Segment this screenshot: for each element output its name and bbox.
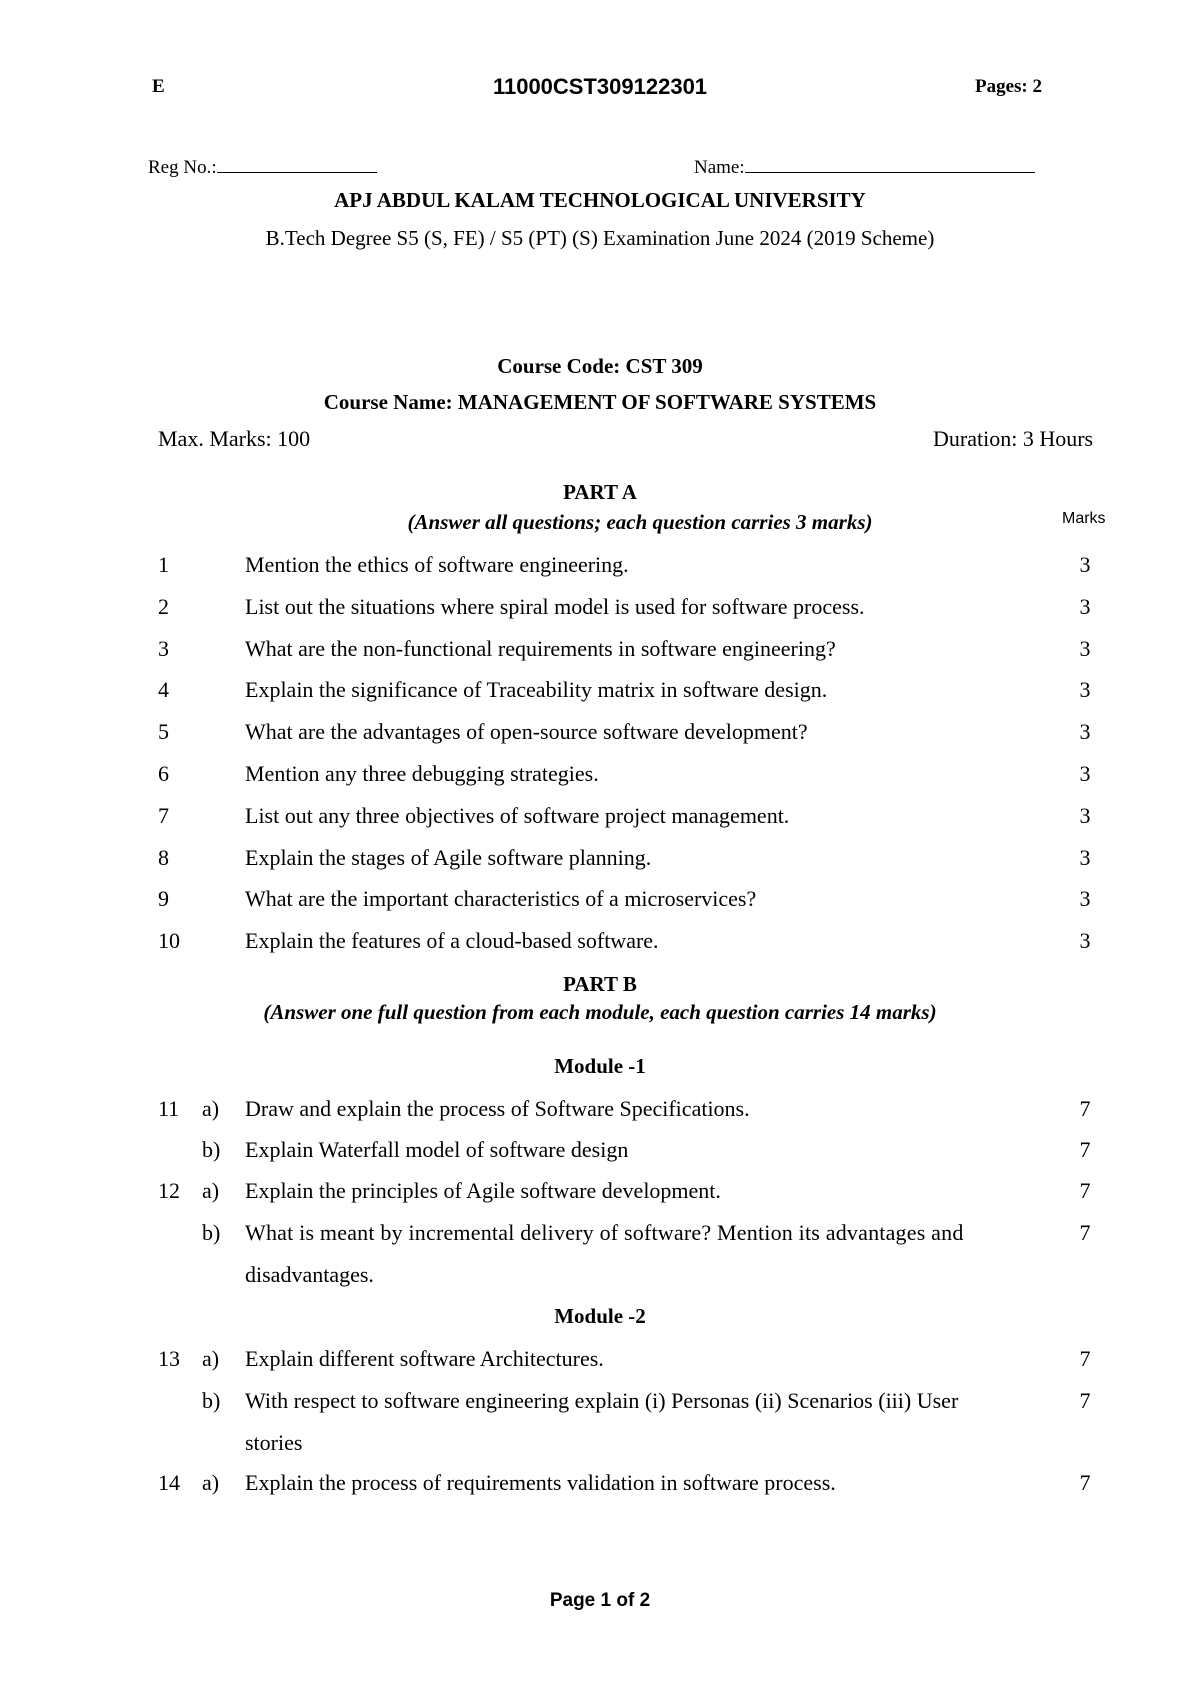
part-b-title: PART B (563, 972, 637, 996)
question-text: List out any three objectives of software project management. (245, 803, 790, 828)
marks-header: Marks (1062, 510, 1106, 527)
page-footer: Page 1 of 2 (549, 1590, 651, 1611)
question-number: 2 (158, 594, 169, 619)
question-text: Explain Waterfall model of software design (245, 1137, 629, 1162)
pages-count: Pages: 2 (975, 76, 1043, 97)
question-number: 5 (158, 719, 169, 744)
question-marks: 7 (1079, 1096, 1091, 1121)
course-name: Course Name: MANAGEMENT OF SOFTWARE SYSTEMS (323, 390, 877, 414)
question-marks: 3 (1079, 928, 1091, 953)
question-marks: 7 (1079, 1470, 1091, 1495)
sub-question-label: a) (202, 1096, 220, 1121)
question-text: What is meant by incremental delivery of software? Mention its advantages and (245, 1220, 964, 1245)
question-number: 3 (158, 636, 169, 661)
question-marks: 7 (1079, 1346, 1091, 1371)
question-number: 8 (158, 845, 169, 870)
reg-no-label: Reg No.: (148, 157, 217, 178)
question-text: What are the important characteristics of a microservices? (245, 886, 757, 911)
part-a-instruction: (Answer all questions; each question carries 3 marks) (407, 510, 873, 534)
sub-question-label: a) (202, 1470, 220, 1495)
question-text: Explain the significance of Traceability matrix in software design. (245, 677, 828, 702)
name-field (694, 154, 1035, 179)
part-a-title: PART A (563, 480, 637, 504)
max-marks: Max. Marks: 100 (158, 426, 311, 451)
series-label: E (152, 76, 165, 97)
question-marks: 3 (1079, 719, 1091, 744)
question-text-continued: stories (245, 1430, 303, 1455)
exam-title: B.Tech Degree S5 (S, FE) / S5 (PT) (S) Examination June 2024 (2019 Scheme) (265, 226, 935, 250)
question-number: 12 (158, 1178, 180, 1203)
question-marks: 3 (1079, 636, 1091, 661)
question-text: What are the advantages of open-source software development? (245, 719, 808, 744)
question-number: 1 (158, 552, 169, 577)
question-number: 11 (158, 1096, 180, 1121)
question-text: Explain the principles of Agile software development. (245, 1178, 721, 1203)
question-text: Explain the process of requirements validation in software process. (245, 1470, 836, 1495)
name-label: Name: (694, 157, 745, 178)
sub-question-label: a) (202, 1178, 220, 1203)
question-marks: 7 (1079, 1178, 1091, 1203)
module-2-title: Module -2 (554, 1304, 646, 1328)
question-text: Mention any three debugging strategies. (245, 761, 599, 786)
question-text: What are the non-functional requirements in software engineering? (245, 636, 836, 661)
university-title: APJ ABDUL KALAM TECHNOLOGICAL UNIVERSITY (334, 188, 866, 212)
part-b-instruction: (Answer one full question from each module, each question carries 14 marks) (263, 1000, 937, 1024)
question-text: Mention the ethics of software engineering. (245, 552, 629, 577)
question-marks: 7 (1079, 1220, 1091, 1245)
question-text: With respect to software engineering explain (i) Personas (ii) Scenarios (iii) User (245, 1388, 959, 1413)
sub-question-label: b) (202, 1388, 221, 1413)
question-number: 4 (158, 677, 169, 702)
question-marks: 3 (1079, 677, 1091, 702)
sub-question-label: b) (202, 1137, 221, 1162)
question-marks: 3 (1079, 552, 1091, 577)
question-text: Explain different software Architectures. (245, 1346, 604, 1371)
question-marks: 3 (1079, 803, 1091, 828)
question-marks: 7 (1079, 1388, 1091, 1413)
question-number: 14 (158, 1470, 180, 1495)
question-marks: 3 (1079, 761, 1091, 786)
question-number: 10 (158, 928, 180, 953)
question-text-continued: disadvantages. (245, 1262, 374, 1287)
question-marks: 3 (1079, 594, 1091, 619)
question-marks: 3 (1079, 845, 1091, 870)
duration: Duration: 3 Hours (933, 426, 1094, 451)
course-code: Course Code: CST 309 (497, 354, 703, 378)
reg-no-field (148, 154, 377, 179)
sub-question-label: b) (202, 1220, 221, 1245)
question-text: Explain the stages of Agile software planning. (245, 845, 652, 870)
module-1-title: Module -1 (554, 1054, 646, 1078)
sub-question-label: a) (202, 1346, 220, 1371)
question-number: 13 (158, 1346, 180, 1371)
name-blank (745, 154, 1035, 173)
question-text: Explain the features of a cloud-based software. (245, 928, 659, 953)
question-number: 9 (158, 886, 169, 911)
question-marks: 3 (1079, 886, 1091, 911)
reg-no-blank (217, 154, 377, 173)
question-text: List out the situations where spiral model is used for software process. (245, 594, 865, 619)
question-number: 6 (158, 761, 169, 786)
question-text: Draw and explain the process of Software Specifications. (245, 1096, 750, 1121)
question-number: 7 (158, 803, 169, 828)
paper-code: 11000CST309122301 (492, 74, 708, 99)
question-marks: 7 (1079, 1137, 1091, 1162)
